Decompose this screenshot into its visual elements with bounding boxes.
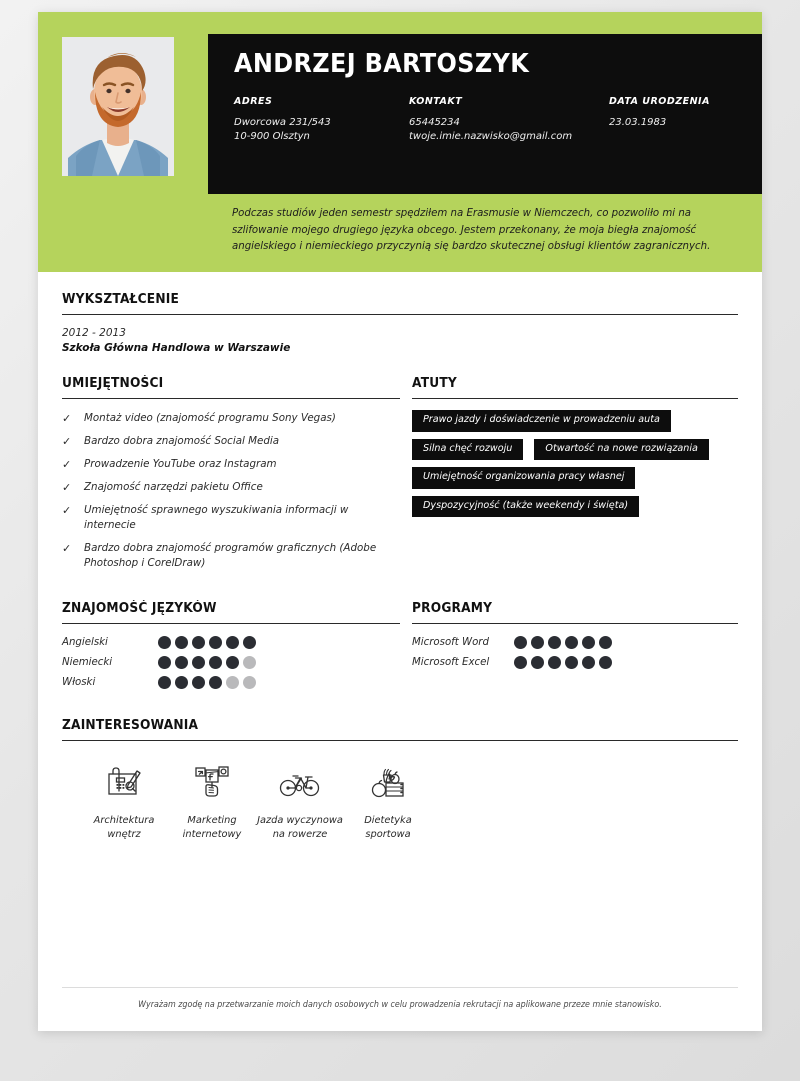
cv-page bbox=[38, 12, 762, 1031]
section-languages bbox=[62, 601, 400, 696]
skill-text: Bardzo dobra znajomość Social Media bbox=[84, 434, 280, 447]
check-icon: ✓ bbox=[62, 434, 72, 448]
strength-tag: Umiejętność organizowania pracy własnej bbox=[412, 467, 635, 489]
rating-dots bbox=[514, 656, 612, 669]
cv-body bbox=[38, 292, 762, 842]
section-title-programs: PROGRAMY bbox=[412, 600, 493, 616]
list-item bbox=[256, 761, 344, 842]
contact-label: ADRES bbox=[234, 95, 273, 107]
contact-value-birthdate: 23.03.1983 bbox=[609, 116, 667, 128]
divider bbox=[412, 398, 738, 399]
section-title-education: WYKSZTAŁCENIE bbox=[62, 292, 180, 307]
rating-dot-filled bbox=[565, 636, 578, 649]
rating-dot-filled bbox=[599, 656, 612, 669]
rating-dot-filled bbox=[599, 636, 612, 649]
strength-tag: Prawo jazdy i doświadczenie w prowadzeniu auta bbox=[412, 410, 671, 432]
rating-dot-filled bbox=[175, 636, 188, 649]
contact-value-phone: 65445234 bbox=[409, 116, 460, 128]
contact-label: DATA URODZENIA bbox=[609, 95, 710, 107]
rating-dot-filled bbox=[582, 636, 595, 649]
tag-row bbox=[412, 467, 738, 489]
contact-field-adres bbox=[234, 96, 409, 144]
rating-dot-filled bbox=[209, 676, 222, 689]
contact-field-data-urodzenia bbox=[609, 96, 759, 144]
skill-text: Umiejętność sprawnego wyszukiwania informacji w internecie bbox=[84, 503, 349, 532]
list-item bbox=[412, 656, 738, 669]
rating-dots bbox=[514, 636, 612, 649]
rating-dot-empty bbox=[226, 676, 239, 689]
check-icon: ✓ bbox=[62, 412, 72, 425]
skills-list bbox=[62, 411, 400, 572]
consent-text: Wyrażam zgodę na przetwarzanie moich danych osobowych w celu prowadzenia rekrutacji na aplikowane przeze mnie stanowisko. bbox=[138, 999, 662, 1009]
section-skills-strengths bbox=[62, 376, 738, 579]
section-programs bbox=[400, 601, 738, 696]
rating-dot-filled bbox=[548, 656, 561, 669]
tag-row bbox=[412, 439, 738, 461]
rating-dot-filled bbox=[531, 636, 544, 649]
rating-dot-filled bbox=[158, 676, 171, 689]
check-icon: ✓ bbox=[62, 457, 72, 471]
rating-dot-filled bbox=[582, 656, 595, 669]
section-title-strengths: ATUTY bbox=[412, 376, 457, 391]
check-icon: ✓ bbox=[62, 541, 72, 555]
list-item bbox=[412, 636, 738, 649]
rating-dot-filled bbox=[226, 656, 239, 669]
contact-value: 10-900 Olsztyn bbox=[234, 130, 310, 142]
rating-dot-filled bbox=[531, 656, 544, 669]
skill-text: Bardzo dobra znajomość programów graficznych (Adobe Photoshop i CorelDraw) bbox=[84, 541, 377, 570]
rating-dots bbox=[158, 676, 256, 689]
page-title: ANDRZEJ BARTOSZYK bbox=[234, 49, 530, 79]
list-item bbox=[62, 457, 400, 473]
section-education bbox=[62, 292, 738, 354]
contact-value: Dworcowa 231/543 bbox=[234, 116, 331, 128]
contact-grid bbox=[234, 96, 736, 144]
language-label: Niemiecki bbox=[62, 656, 113, 668]
strength-tag: Silna chęć rozwoju bbox=[412, 439, 523, 461]
rating-dot-filled bbox=[192, 636, 205, 649]
language-rating-list bbox=[62, 636, 400, 689]
check-icon: ✓ bbox=[62, 480, 72, 494]
footer bbox=[62, 987, 738, 1009]
divider bbox=[62, 623, 400, 624]
rating-dot-filled bbox=[548, 636, 561, 649]
social-media-hand-icon bbox=[168, 761, 256, 805]
rating-dot-filled bbox=[226, 636, 239, 649]
interest-label: Architektura wnętrz bbox=[93, 814, 155, 840]
list-item bbox=[168, 761, 256, 842]
rating-dot-filled bbox=[175, 676, 188, 689]
education-school: Szkoła Główna Handlowa w Warszawie bbox=[62, 342, 291, 354]
language-label: Włoski bbox=[62, 676, 96, 688]
profile-photo-illustration bbox=[62, 37, 174, 176]
rating-dot-filled bbox=[209, 656, 222, 669]
rating-dot-filled bbox=[209, 636, 222, 649]
rating-dot-filled bbox=[158, 656, 171, 669]
section-skills bbox=[62, 376, 400, 579]
rating-dot-filled bbox=[175, 656, 188, 669]
header-band bbox=[38, 12, 762, 272]
blueprint-pencil-icon bbox=[80, 761, 168, 805]
rating-dot-filled bbox=[192, 656, 205, 669]
section-languages-programs bbox=[62, 601, 738, 696]
contact-field-kontakt bbox=[409, 96, 609, 144]
strength-tag: Otwartość na nowe rozwiązania bbox=[534, 439, 708, 461]
section-title-interests: ZAINTERESOWANIA bbox=[62, 717, 199, 733]
program-label: Microsoft Word bbox=[412, 636, 489, 648]
rating-dot-empty bbox=[243, 676, 256, 689]
skill-text: Znajomość narzędzi pakietu Office bbox=[84, 480, 263, 493]
divider bbox=[62, 398, 400, 399]
contact-value-email[interactable]: twoje.imie.nazwisko@gmail.com bbox=[409, 130, 573, 142]
skill-text: Montaż video (znajomość programu Sony Vegas) bbox=[84, 412, 336, 424]
education-dates: 2012 - 2013 bbox=[62, 327, 126, 339]
list-item bbox=[62, 411, 400, 427]
section-interests bbox=[62, 718, 738, 842]
divider bbox=[62, 987, 738, 988]
rating-dot-filled bbox=[565, 656, 578, 669]
section-title-skills: UMIEJĘTNOŚCI bbox=[62, 376, 164, 391]
rating-dot-filled bbox=[158, 636, 171, 649]
avatar bbox=[62, 37, 174, 176]
rating-dot-filled bbox=[243, 636, 256, 649]
section-title-languages: ZNAJOMOŚĆ JĘZYKÓW bbox=[62, 600, 217, 616]
tag-row bbox=[412, 410, 738, 432]
list-item bbox=[62, 480, 400, 496]
rating-dots bbox=[158, 656, 256, 669]
bicycle-icon bbox=[256, 761, 344, 805]
list-item bbox=[62, 656, 400, 669]
skill-text: Prowadzenie YouTube oraz Instagram bbox=[84, 457, 277, 470]
rating-dot-filled bbox=[514, 656, 527, 669]
list-item bbox=[62, 434, 400, 450]
interest-label: Dietetyka sportowa bbox=[364, 814, 412, 840]
header-info-panel bbox=[208, 34, 762, 194]
interest-label: Marketing internetowy bbox=[182, 814, 242, 840]
section-strengths bbox=[400, 376, 738, 579]
rating-dot-filled bbox=[514, 636, 527, 649]
interests-list bbox=[62, 761, 738, 842]
program-label: Microsoft Excel bbox=[412, 656, 490, 668]
list-item bbox=[62, 636, 400, 649]
program-rating-list bbox=[412, 636, 738, 669]
language-label: Angielski bbox=[62, 636, 108, 648]
profile-summary: Podczas studiów jeden semestr spędziłem na Erasmusie w Niemczech, co pozwoliło mi na szlifowanie mojego drugiego języka obcego. Jestem przekonany, że moja biegła znajomość angielskiego i niemieckiego przyczynią się bardzo skutecznej obsługi klientów zagranicznych. bbox=[232, 208, 711, 253]
list-item bbox=[62, 676, 400, 689]
strengths-tag-list bbox=[412, 410, 738, 517]
strength-tag: Dyspozycyjność (także weekendy i święta) bbox=[412, 496, 639, 518]
list-item bbox=[62, 541, 400, 572]
list-item bbox=[62, 503, 400, 534]
list-item bbox=[80, 761, 168, 842]
divider bbox=[62, 314, 738, 315]
tag-row bbox=[412, 496, 738, 518]
check-icon: ✓ bbox=[62, 503, 72, 517]
rating-dot-filled bbox=[192, 676, 205, 689]
list-item bbox=[344, 761, 432, 842]
healthy-food-icon bbox=[344, 761, 432, 805]
interest-label: Jazda wyczynowa na rowerze bbox=[257, 814, 343, 840]
divider bbox=[62, 740, 738, 741]
rating-dot-empty bbox=[243, 656, 256, 669]
contact-label: KONTAKT bbox=[409, 95, 463, 107]
rating-dots bbox=[158, 636, 256, 649]
divider bbox=[412, 623, 738, 624]
